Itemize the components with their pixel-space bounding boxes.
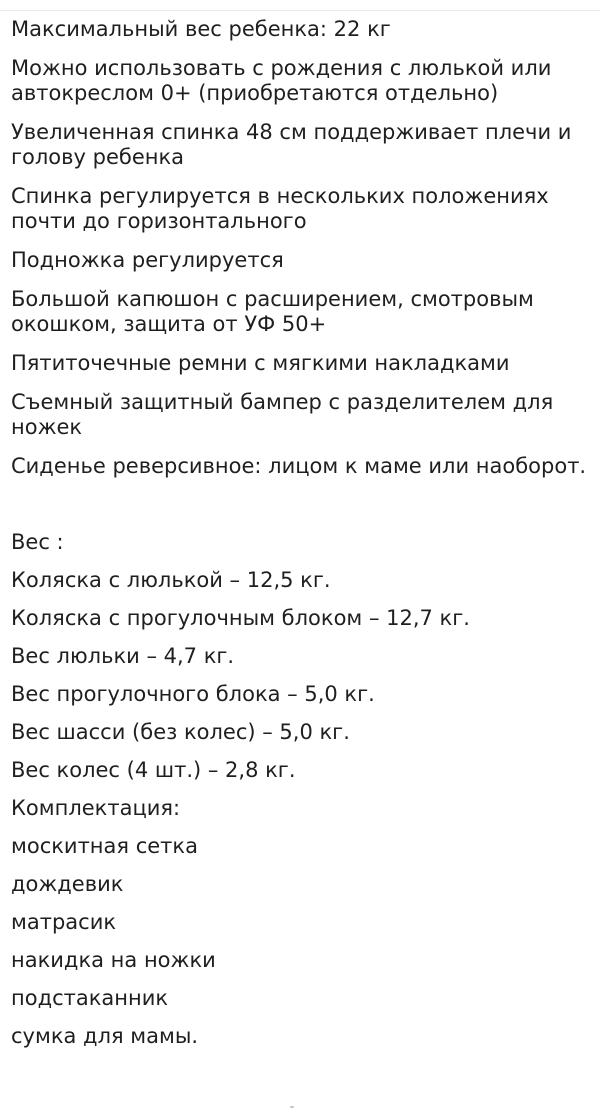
weight-item: Вес шасси (без колес) – 5,0 кг.: [11, 720, 350, 744]
kit-item: дождевик: [11, 872, 124, 896]
feature-item: Пятиточечные ремни с мягкими накладками: [11, 351, 510, 375]
feature-item: Максимальный вес ребенка: 22 кг: [11, 17, 391, 41]
weight-item: Коляска с люлькой – 12,5 кг.: [11, 568, 331, 592]
kit-item: москитная сетка: [11, 834, 198, 858]
feature-item: Большой капюшон с расширением, смотровым окошком, защита от УФ 50+: [11, 287, 534, 336]
bottom-mark: [290, 1106, 294, 1108]
top-divider: [0, 10, 600, 11]
kit-item: накидка на ножки: [11, 948, 216, 972]
kit-item: матрасик: [11, 910, 117, 934]
product-description: [11, 17, 589, 1062]
kit-heading: Комплектация:: [11, 796, 181, 820]
section-spacer: [11, 493, 589, 530]
kit-item: подстаканник: [11, 986, 169, 1010]
weight-heading: Вес :: [11, 530, 64, 554]
feature-item: Подножка регулируется: [11, 248, 284, 272]
kit-item: сумка для мамы.: [11, 1024, 199, 1048]
weight-item: Коляска с прогулочным блоком – 12,7 кг.: [11, 606, 470, 630]
feature-item: Можно использовать с рождения с люлькой или автокреслом 0+ (приобретаются отдельно): [11, 56, 552, 105]
feature-item: Сиденье реверсивное: лицом к маме или наоборот.: [11, 454, 587, 478]
feature-item: Спинка регулируется в нескольких положениях почти до горизонтального: [11, 184, 549, 233]
weight-item: Вес колес (4 шт.) – 2,8 кг.: [11, 758, 296, 782]
weight-item: Вес люльки – 4,7 кг.: [11, 644, 235, 668]
feature-item: Съемный защитный бампер с разделителем для ножек: [11, 390, 554, 439]
weight-item: Вес прогулочного блока – 5,0 кг.: [11, 682, 375, 706]
feature-item: Увеличенная спинка 48 см поддерживает плечи и голову ребенка: [11, 120, 572, 169]
